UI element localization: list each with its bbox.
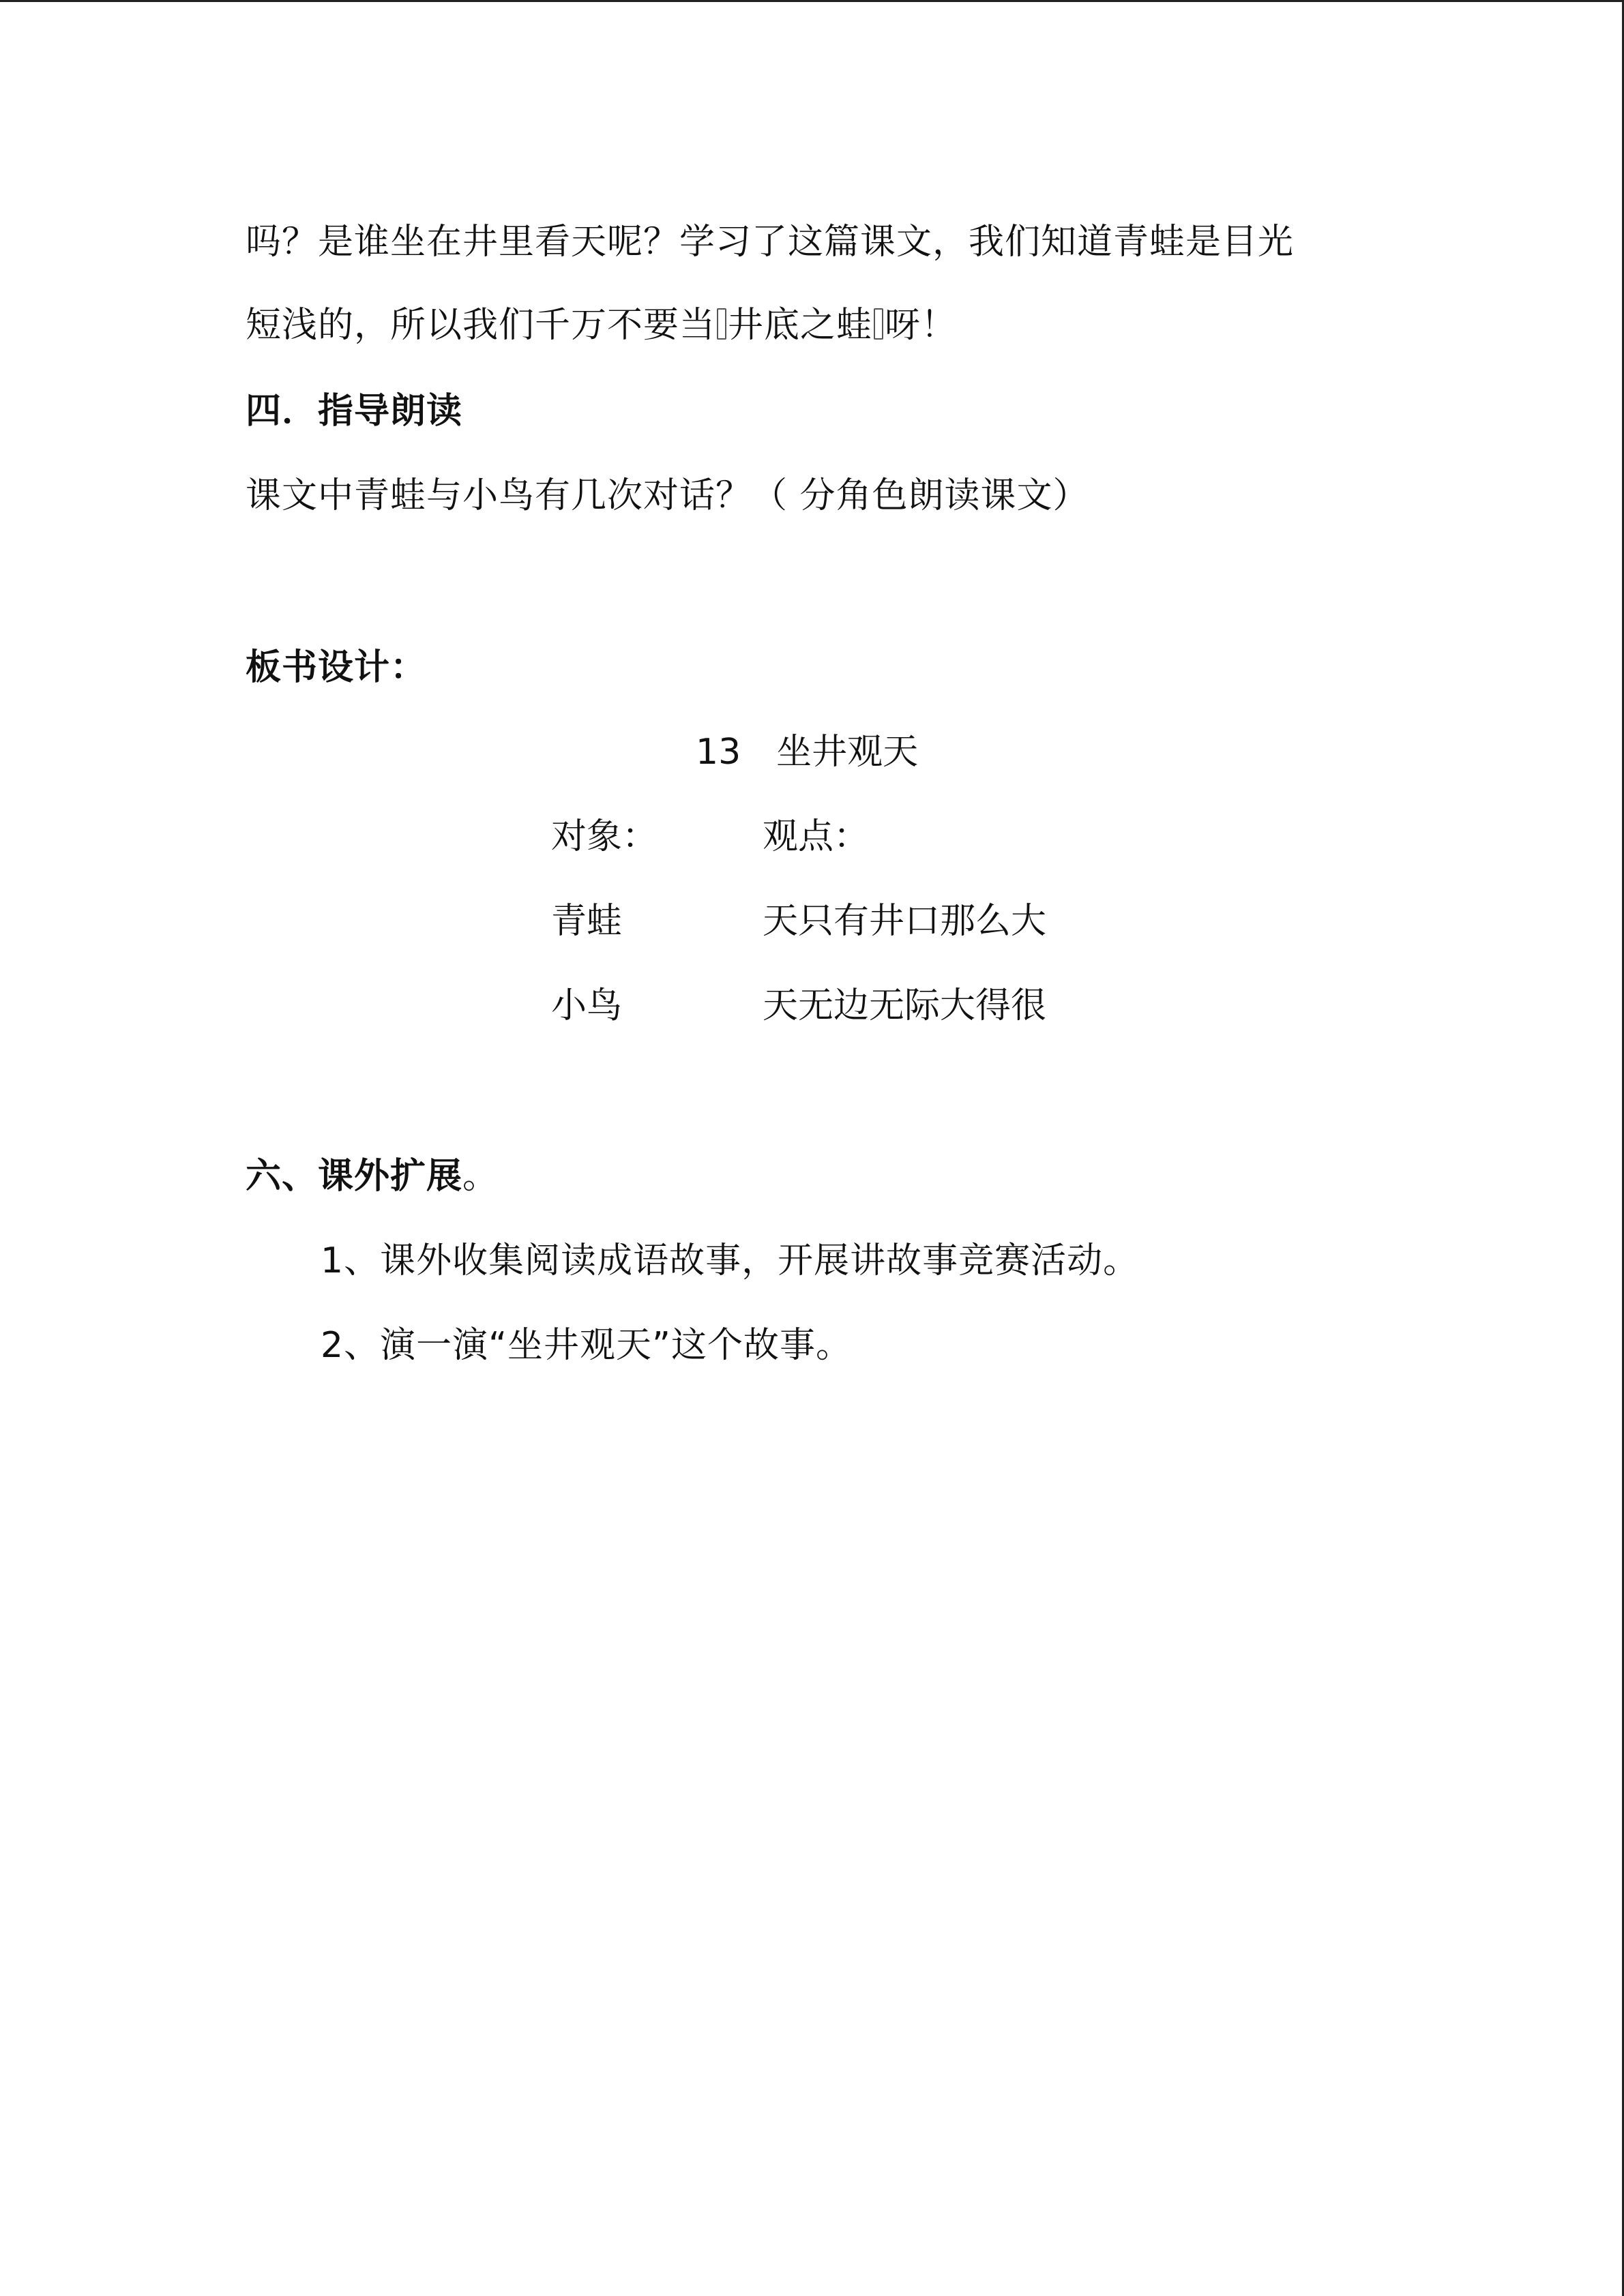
paragraph-line-1: 吗？是谁坐在井里看天呢？学习了这篇课文，我们知道青蛙是目光 [246,222,1295,263]
section-6-heading: 六、课外扩展 [246,1156,463,1197]
board-row-subject: 小鸟 [551,985,623,1026]
paragraph-line-2 [246,303,957,347]
board-col-view-header: 观点： [763,816,870,857]
idiom-phrase: 井底之蛙 [728,305,873,346]
missing-glyph-box-icon [874,308,883,340]
board-design-heading: 板书设计： [246,647,427,688]
board-row-subject: 青蛙 [551,901,623,942]
list-item: 2、演一演“坐井观天”这个故事。 [321,1325,852,1366]
section-4-question: 课文中青蛙与小鸟有几次对话？（ 分角色朗读课文） [246,475,1089,516]
board-row-view: 天只有井口那么大 [763,901,1047,942]
lesson-number: 13 [696,732,741,773]
section-6-heading-punct: 。 [462,1156,499,1197]
section-4-heading: 四．指导朗读 [246,391,463,432]
lesson-title: 坐井观天 [776,732,919,773]
paragraph-line-2-end: 呀！ [885,305,958,346]
board-col-subject-header: 对象： [551,816,658,857]
paragraph-line-2-start: 短浅的，所以我们千万不要当 [246,305,716,346]
section-6-heading-line [246,1154,499,1198]
missing-glyph-box-icon [717,308,726,340]
board-row-view: 天无边无际大得很 [763,985,1047,1026]
board-lesson-title [696,730,918,774]
list-item: 1、课外收集阅读成语故事，开展讲故事竞赛活动。 [321,1240,1140,1281]
